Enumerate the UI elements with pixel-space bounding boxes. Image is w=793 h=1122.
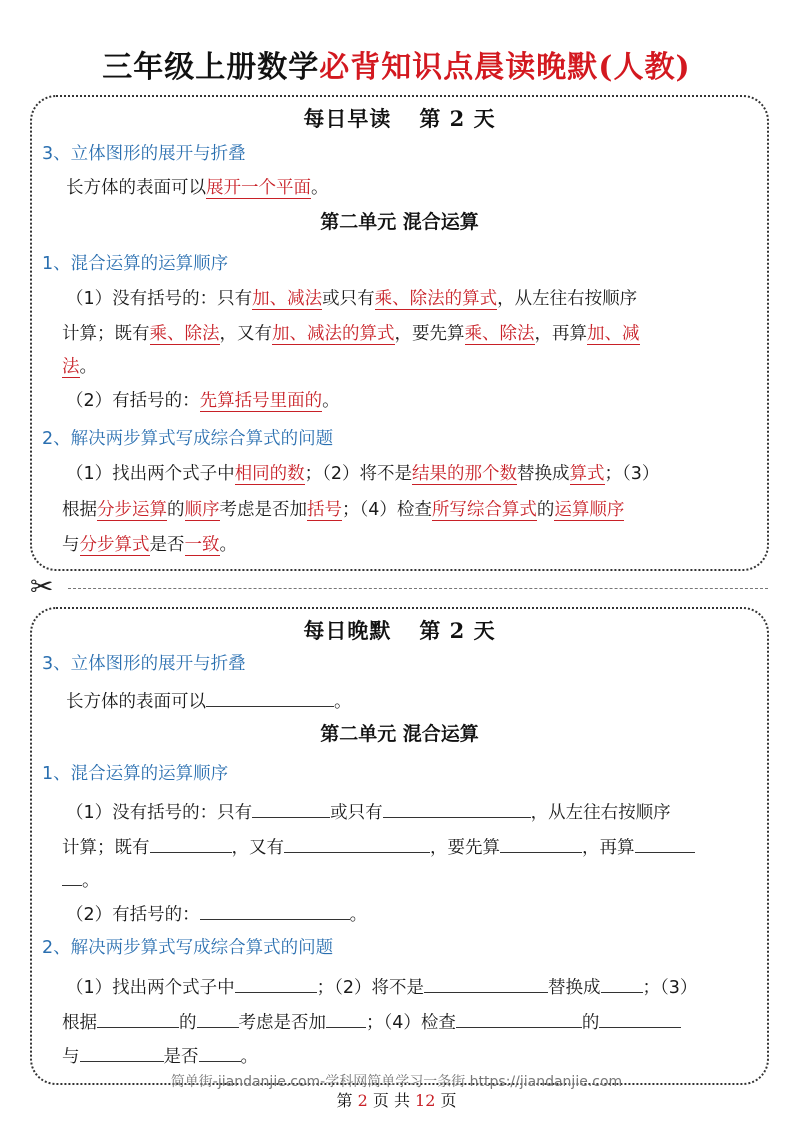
text: 计算；既有 bbox=[62, 838, 150, 858]
section-heading: 2、解决两步算式写成综合算式的问题 bbox=[42, 429, 334, 449]
text: （1）找出两个式子中 bbox=[66, 978, 235, 998]
fill-blank[interactable] bbox=[424, 974, 548, 993]
footer-text: 页 共 bbox=[372, 1091, 410, 1110]
text: ，从左往右按顺序 bbox=[497, 289, 638, 309]
answer: 结果的那个数 bbox=[412, 464, 518, 484]
section-heading: 1、混合运算的运算顺序 bbox=[42, 764, 229, 784]
page-title-black: 三年级上册数学 bbox=[102, 50, 320, 85]
text-line bbox=[66, 176, 329, 200]
morning-box-title bbox=[32, 103, 767, 133]
text: （1）没有括号的：只有 bbox=[66, 289, 253, 309]
text: 的 bbox=[179, 1013, 197, 1033]
answer: 乘、除法 bbox=[149, 324, 220, 344]
watermark: 简单街-jiandanjie.com-学科网简单学习一条街 https://jiandanjie.com bbox=[170, 1074, 623, 1090]
text: 或只有 bbox=[330, 803, 383, 823]
text: 计算；既有 bbox=[62, 324, 150, 344]
text-line bbox=[62, 834, 695, 860]
fill-blank[interactable] bbox=[235, 974, 317, 993]
text: （1）找出两个式子中 bbox=[66, 464, 235, 484]
punct: 。 bbox=[349, 905, 368, 925]
text: 与 bbox=[62, 1047, 80, 1067]
text: 的 bbox=[581, 1013, 600, 1033]
text: ；（4）检查 bbox=[366, 1013, 456, 1033]
text: ，从左往右按顺序 bbox=[530, 803, 671, 823]
footer-text: 页 bbox=[440, 1091, 457, 1110]
text: ，又有 bbox=[219, 324, 272, 344]
page-title-red: 必背知识点晨读晚默(人教) bbox=[319, 50, 691, 85]
text: （2）有括号的： bbox=[66, 905, 200, 925]
fill-blank[interactable] bbox=[599, 1009, 681, 1028]
morning-reading-box bbox=[30, 95, 769, 571]
text-line bbox=[62, 1009, 681, 1035]
text: ；（2）将不是 bbox=[316, 978, 425, 998]
answer: 乘、除法 bbox=[464, 324, 535, 344]
answer: 展开一个平面 bbox=[206, 178, 311, 198]
text-line bbox=[62, 1043, 258, 1069]
evening-recitation-box bbox=[30, 607, 769, 1085]
dashed-divider bbox=[68, 588, 768, 589]
punct: 。 bbox=[334, 692, 352, 712]
text: 是否 bbox=[149, 535, 185, 555]
punct: 。 bbox=[311, 178, 329, 198]
page-number: 2 bbox=[357, 1091, 368, 1110]
text-line bbox=[66, 389, 340, 413]
fill-blank[interactable] bbox=[326, 1009, 366, 1028]
answer: 法 bbox=[62, 357, 80, 377]
text: ，再算 bbox=[582, 838, 635, 858]
text: ，再算 bbox=[534, 324, 587, 344]
evening-title-day: 第 2 天 bbox=[419, 618, 496, 643]
fill-blank[interactable] bbox=[456, 1009, 582, 1028]
evening-title-left: 每日晚默 bbox=[303, 618, 392, 643]
fill-blank[interactable] bbox=[62, 867, 82, 886]
cut-line bbox=[30, 570, 768, 603]
punct: 。 bbox=[82, 871, 100, 891]
text: ，要先算 bbox=[430, 838, 500, 858]
text-line bbox=[62, 533, 237, 557]
answer: 加、减法 bbox=[252, 289, 323, 309]
text: ，要先算 bbox=[394, 324, 465, 344]
fill-blank[interactable] bbox=[635, 834, 695, 853]
answer: 乘、除法的算式 bbox=[374, 289, 498, 309]
text: （1）没有括号的：只有 bbox=[66, 803, 253, 823]
total-pages: 12 bbox=[415, 1091, 436, 1110]
text-line bbox=[66, 901, 367, 927]
answer: 先算括号里面的 bbox=[199, 391, 323, 411]
text: 长方体的表面可以 bbox=[66, 692, 206, 712]
unit-title: 第二单元 混合运算 bbox=[320, 723, 479, 745]
page-footer bbox=[0, 1088, 793, 1111]
text-line bbox=[66, 974, 697, 1000]
text-line bbox=[66, 688, 352, 714]
fill-blank[interactable] bbox=[97, 1009, 179, 1028]
text: ；（4）检查 bbox=[342, 500, 432, 520]
text: 或只有 bbox=[322, 289, 375, 309]
text: 根据 bbox=[62, 1013, 97, 1033]
text-line bbox=[62, 867, 100, 893]
answer: 一致 bbox=[184, 535, 220, 555]
fill-blank[interactable] bbox=[80, 1043, 164, 1062]
page-title bbox=[0, 42, 793, 86]
fill-blank[interactable] bbox=[601, 974, 643, 993]
text: 与 bbox=[62, 535, 80, 555]
text-line bbox=[66, 799, 671, 825]
answer: 加、减法的算式 bbox=[272, 324, 395, 344]
text-line bbox=[62, 498, 624, 522]
text-line bbox=[62, 355, 97, 379]
answer: 分步运算 bbox=[97, 500, 167, 520]
fill-blank[interactable] bbox=[252, 799, 330, 818]
footer-text: 第 bbox=[336, 1091, 353, 1110]
fill-blank[interactable] bbox=[199, 1043, 241, 1062]
fill-blank[interactable] bbox=[206, 688, 334, 707]
text-line bbox=[66, 462, 659, 486]
punct: 。 bbox=[219, 535, 237, 555]
fill-blank[interactable] bbox=[284, 834, 430, 853]
text: 根据 bbox=[62, 500, 97, 520]
evening-box-title bbox=[32, 615, 767, 645]
text: 考虑是否加 bbox=[238, 1013, 326, 1033]
text: 考虑是否加 bbox=[219, 500, 307, 520]
text: ，又有 bbox=[231, 838, 284, 858]
text: ；（3） bbox=[642, 978, 698, 998]
text: ；（3） bbox=[604, 464, 660, 484]
punct: 。 bbox=[240, 1047, 258, 1067]
fill-blank[interactable] bbox=[200, 901, 350, 920]
answer: 括号 bbox=[307, 500, 342, 520]
text: 是否 bbox=[163, 1047, 199, 1067]
answer: 分步算式 bbox=[79, 535, 150, 555]
text: 替换成 bbox=[517, 464, 570, 484]
answer: 相同的数 bbox=[234, 464, 305, 484]
answer: 顺序 bbox=[184, 500, 220, 520]
text: 替换成 bbox=[548, 978, 601, 998]
punct: 。 bbox=[79, 357, 97, 377]
text-line bbox=[66, 287, 637, 311]
text: 的 bbox=[167, 500, 185, 520]
answer: 运算顺序 bbox=[554, 500, 625, 520]
section-heading: 1、混合运算的运算顺序 bbox=[42, 254, 229, 274]
text: （2）有括号的： bbox=[66, 391, 200, 411]
text: ；（2）将不是 bbox=[304, 464, 413, 484]
fill-blank[interactable] bbox=[197, 1009, 239, 1028]
answer: 加、减 bbox=[587, 324, 640, 344]
morning-title-day: 第 2 天 bbox=[419, 106, 496, 131]
answer: 所写综合算式 bbox=[431, 500, 537, 520]
answer: 算式 bbox=[569, 464, 605, 484]
section-heading: 3、立体图形的展开与折叠 bbox=[42, 144, 246, 164]
morning-title-left: 每日早读 bbox=[303, 106, 392, 131]
scissors-icon: ✂ bbox=[30, 570, 54, 603]
section-heading: 2、解决两步算式写成综合算式的问题 bbox=[42, 938, 334, 958]
text-line bbox=[62, 322, 640, 346]
fill-blank[interactable] bbox=[150, 834, 232, 853]
fill-blank[interactable] bbox=[500, 834, 582, 853]
text: 的 bbox=[536, 500, 555, 520]
punct: 。 bbox=[322, 391, 340, 411]
unit-title: 第二单元 混合运算 bbox=[320, 211, 479, 233]
section-heading: 3、立体图形的展开与折叠 bbox=[42, 654, 246, 674]
text: 长方体的表面可以 bbox=[66, 178, 206, 198]
fill-blank[interactable] bbox=[383, 799, 531, 818]
